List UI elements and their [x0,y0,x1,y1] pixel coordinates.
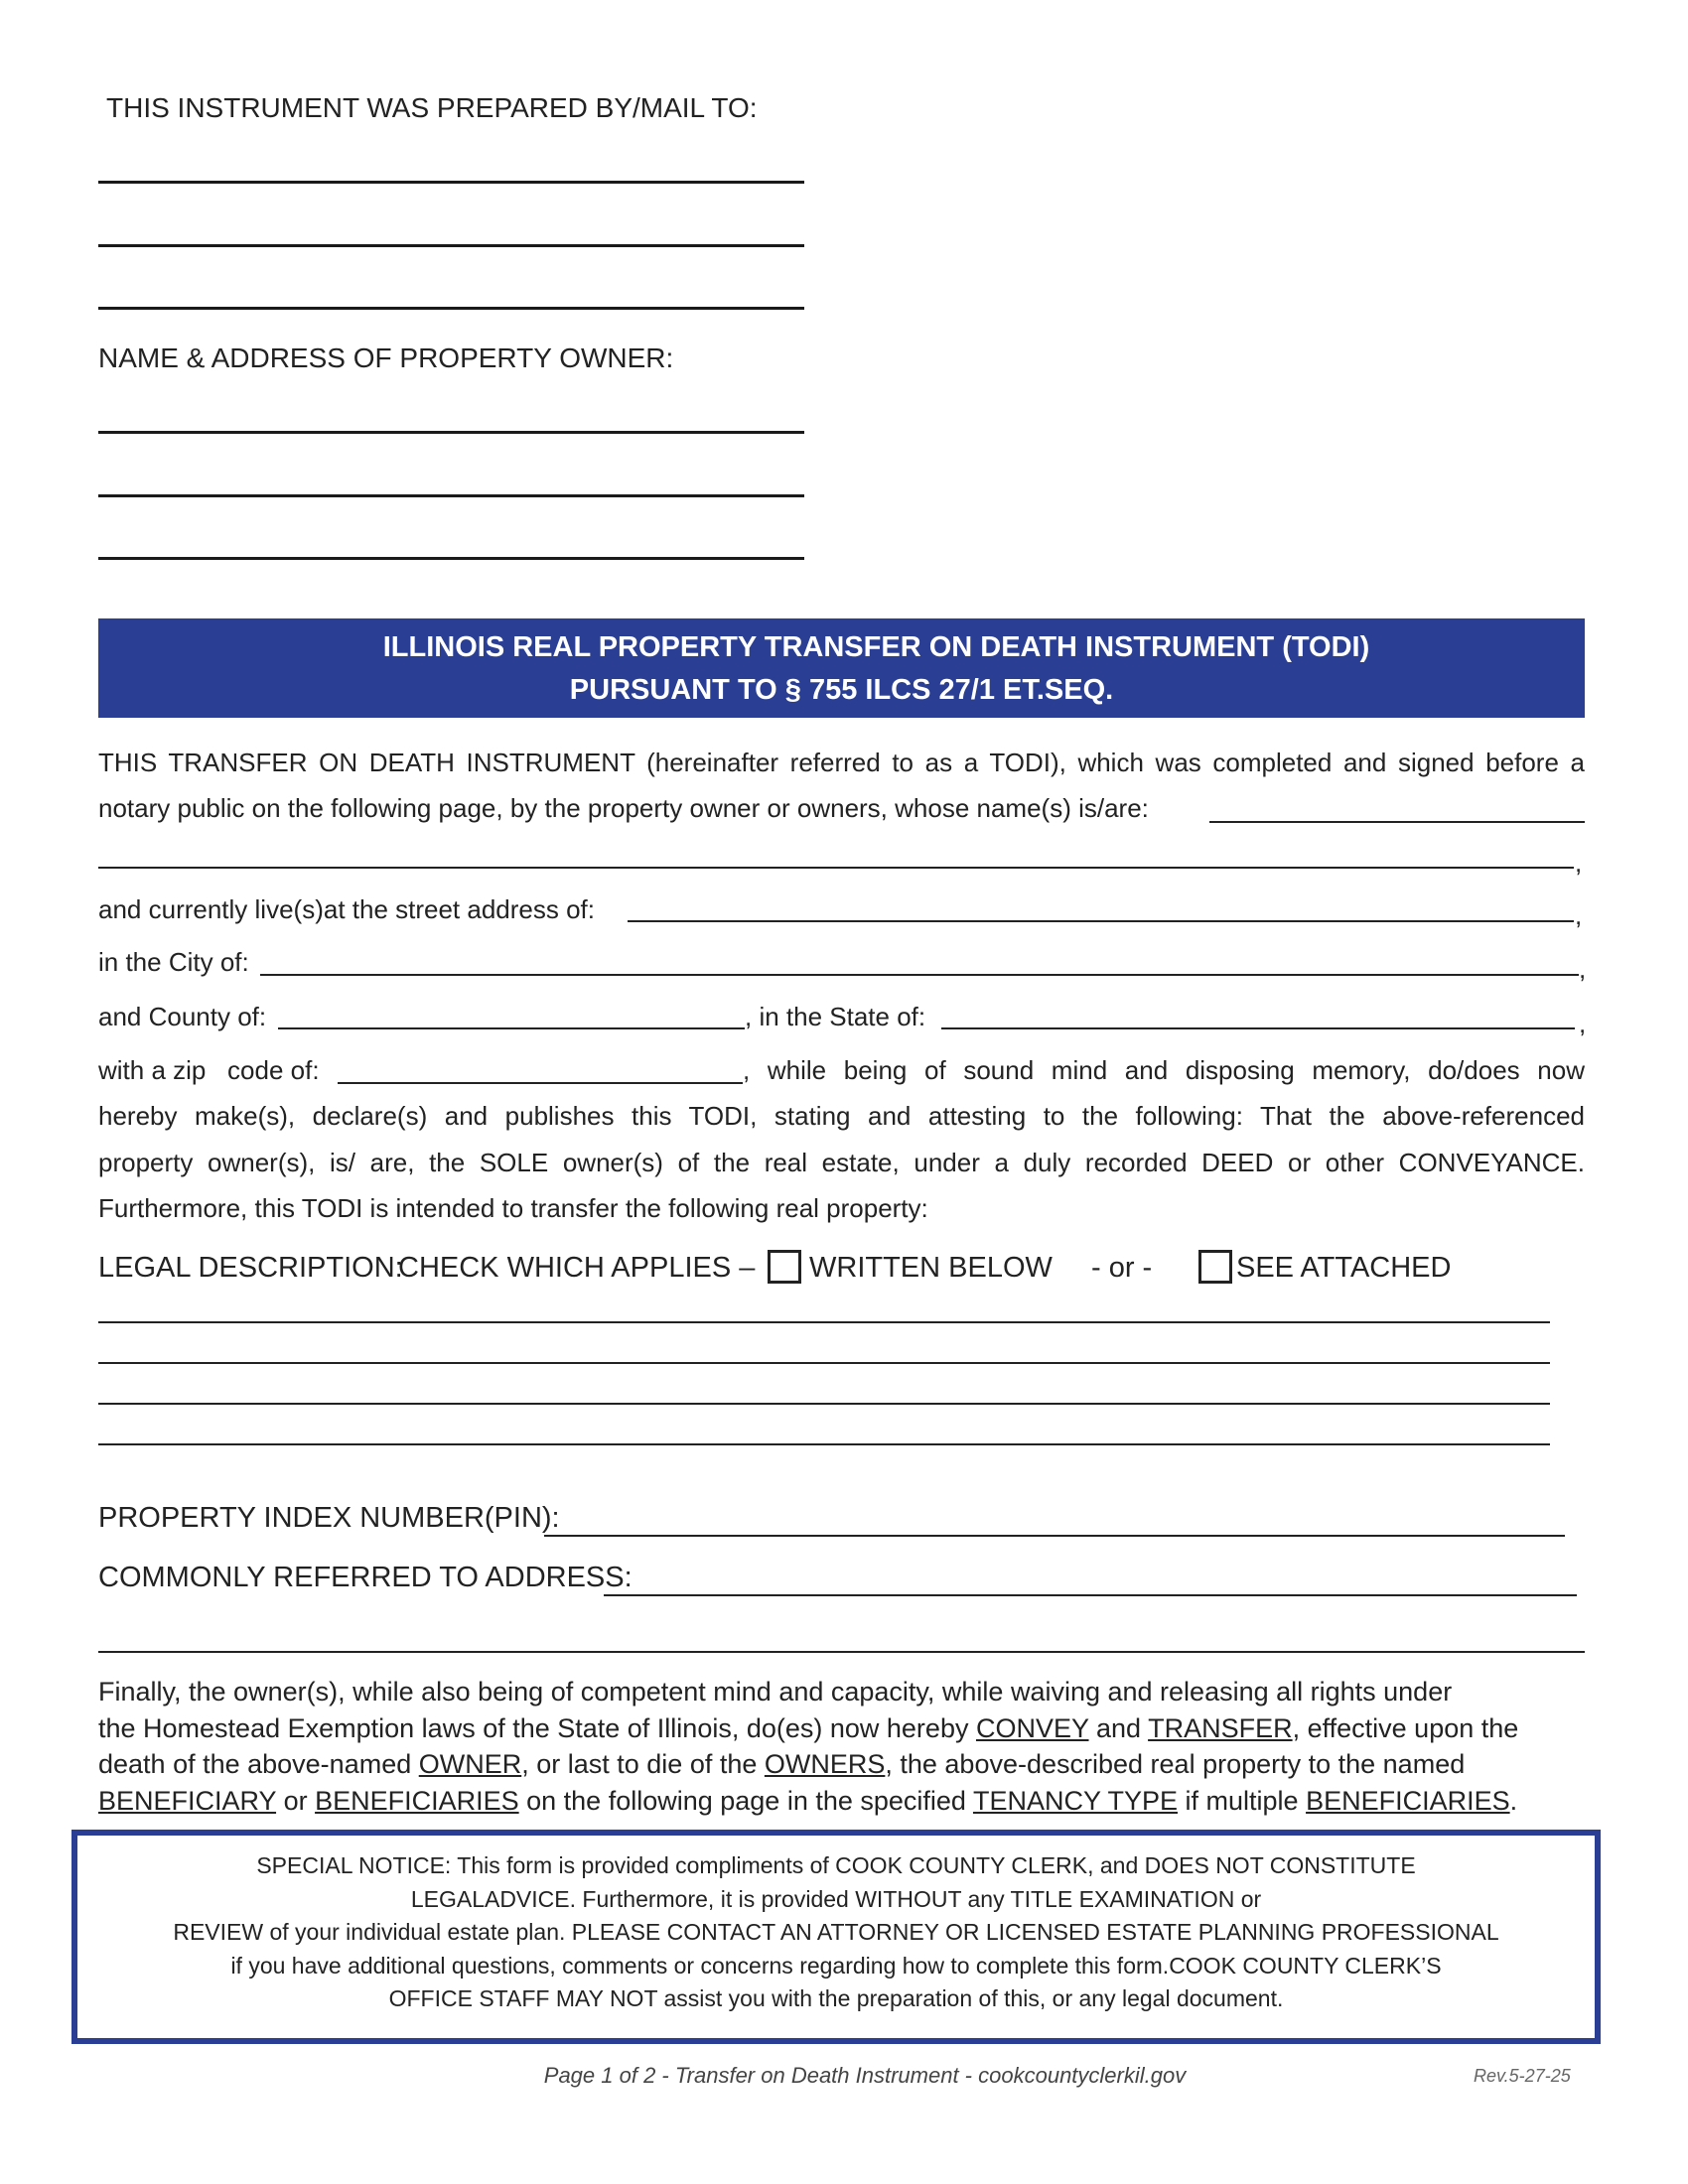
page-footer: Page 1 of 2 - Transfer on Death Instrument - cookcountyclerkil.gov [543,2063,1187,2088]
street-label: and currently live(s)at the street address of: [98,894,596,924]
legal-line-4[interactable] [98,1443,1550,1445]
beneficiaries-term: BENEFICIARIES [1306,1785,1510,1816]
finally-text: and [1088,1712,1149,1743]
street-field[interactable] [628,920,1574,922]
owner-names-field-2[interactable] [98,867,1574,869]
owner-term: OWNER [418,1749,522,1779]
comma-2: , [1575,900,1583,930]
owner-line-2[interactable] [98,494,804,497]
beneficiary-term: BENEFICIARY [98,1785,277,1816]
notice-line-4: if you have additional questions, comments or concerns regarding how to complete this form.COOK COUNTY CLERK’S [230,1952,1442,1979]
finally-text: if multiple [1178,1785,1307,1816]
notice-line-3: REVIEW of your individual estate plan. PLEASE CONTACT AN ATTORNEY OR LICENSED ESTATE PLANNING PROFESSIONAL [173,1919,1499,1945]
pin-field[interactable] [544,1535,1565,1537]
beneficiaries-term: BENEFICIARIES [315,1785,519,1816]
see-attached-checkbox[interactable] [1198,1250,1232,1284]
transfer-term: TRANSFER [1148,1712,1293,1743]
address-field[interactable] [604,1594,1577,1596]
finally-line-3 [98,1746,1518,1783]
finally-text: on the following page in the specified [518,1785,973,1816]
finally-text: or [276,1785,316,1816]
finally-line-2 [98,1710,1518,1747]
notice-line-1: SPECIAL NOTICE: This form is provided compliments of COOK COUNTY CLERK, and DOES NOT CONSTITUTE [256,1852,1416,1878]
owner-label: NAME & ADDRESS OF PROPERTY OWNER: [98,342,674,373]
city-field[interactable] [260,974,1579,976]
finally-paragraph [98,1674,1518,1819]
county-label: and County of: [98,1002,267,1031]
prepared-by-line-1[interactable] [98,181,804,184]
finally-text: . [1509,1785,1518,1816]
zip-label: with a zip code of: [98,1055,320,1085]
finally-text: death of the above-named [98,1749,419,1779]
finally-text: , effective upon the [1292,1712,1519,1743]
finally-text: the Homestead Exemption laws of the State of Illinois, do(es) now hereby [98,1712,976,1743]
comma-3: , [1579,954,1587,984]
legal-line-3[interactable] [98,1403,1550,1405]
check-which-applies-label: CHECK WHICH APPLIES – [398,1252,756,1284]
written-below-label: WRITTEN BELOW [809,1252,1053,1284]
comma-1: , [1575,848,1583,878]
notice-line-2: LEGALADVICE. Furthermore, it is provided WITHOUT any TITLE EXAMINATION or [410,1885,1262,1912]
prepared-by-line-3[interactable] [98,307,804,310]
comma-4: , [1579,1009,1587,1038]
city-label: in the City of: [98,947,249,977]
state-field[interactable] [941,1027,1575,1029]
or-label: - or - [1091,1252,1153,1284]
legal-line-2[interactable] [98,1362,1550,1364]
banner-title-line1: ILLINOIS REAL PROPERTY TRANSFER ON DEATH INSTRUMENT (TODI) [382,631,1370,663]
prepared-by-label: THIS INSTRUMENT WAS PREPARED BY/MAIL TO: [106,92,758,123]
finally-text: , or last to die of the [521,1749,765,1779]
address-field-2[interactable] [98,1651,1585,1653]
county-field[interactable] [278,1027,745,1029]
legal-line-1[interactable] [98,1321,1550,1323]
special-notice-text [77,1849,1595,2016]
declare-line-3: Furthermore, this TODI is intended to transfer the following real property: [98,1193,928,1223]
title-banner [98,618,1585,718]
legal-description-label: LEGAL DESCRIPTION: [98,1252,403,1284]
convey-term: CONVEY [975,1712,1089,1743]
declare-line-1: hereby make(s), declare(s) and publishes this TODI, stating and attesting to the following: That the above-referenced [98,1101,1585,1131]
declare-line-2: property owner(s), is/ are, the SOLE owner(s) of the real estate, under a duly recorded DEED or other CONVEYANCE. [98,1148,1585,1177]
special-notice-box [71,1830,1601,2044]
written-below-checkbox[interactable] [768,1250,801,1284]
notice-line-5: OFFICE STAFF MAY NOT assist you with the preparation of this, or any legal document. [388,1985,1284,2011]
owner-line-3[interactable] [98,557,804,560]
finally-text: , the above-described real property to the named [885,1749,1466,1779]
intro-line-2: notary public on the following page, by the property owner or owners, whose name(s) is/are: [98,793,1149,823]
zip-field[interactable] [338,1082,743,1084]
zip-after-text: , while being of sound mind and disposing memory, do/does now [743,1055,1585,1085]
intro-line-1: THIS TRANSFER ON DEATH INSTRUMENT (hereinafter referred to as a TODI), which was completed and signed before a [98,748,1585,777]
tenancy-type-term: TENANCY TYPE [972,1785,1179,1816]
finally-line-1: Finally, the owner(s), while also being of competent mind and capacity, while waiving and releasing all rights under [98,1677,1453,1706]
address-label: COMMONLY REFERRED TO ADDRESS: [98,1562,633,1593]
state-label: , in the State of: [745,1002,926,1031]
pin-label: PROPERTY INDEX NUMBER(PIN): [98,1502,560,1534]
finally-line-4 [98,1783,1518,1820]
owner-line-1[interactable] [98,431,804,434]
see-attached-label: SEE ATTACHED [1236,1252,1452,1284]
owner-names-field[interactable] [1209,821,1585,823]
owners-term: OWNERS [764,1749,886,1779]
prepared-by-line-2[interactable] [98,244,804,247]
revision-label: Rev.5-27-25 [1474,2066,1571,2086]
banner-title-line2: PURSUANT TO § 755 ILCS 27/1 ET.SEQ. [569,674,1114,706]
